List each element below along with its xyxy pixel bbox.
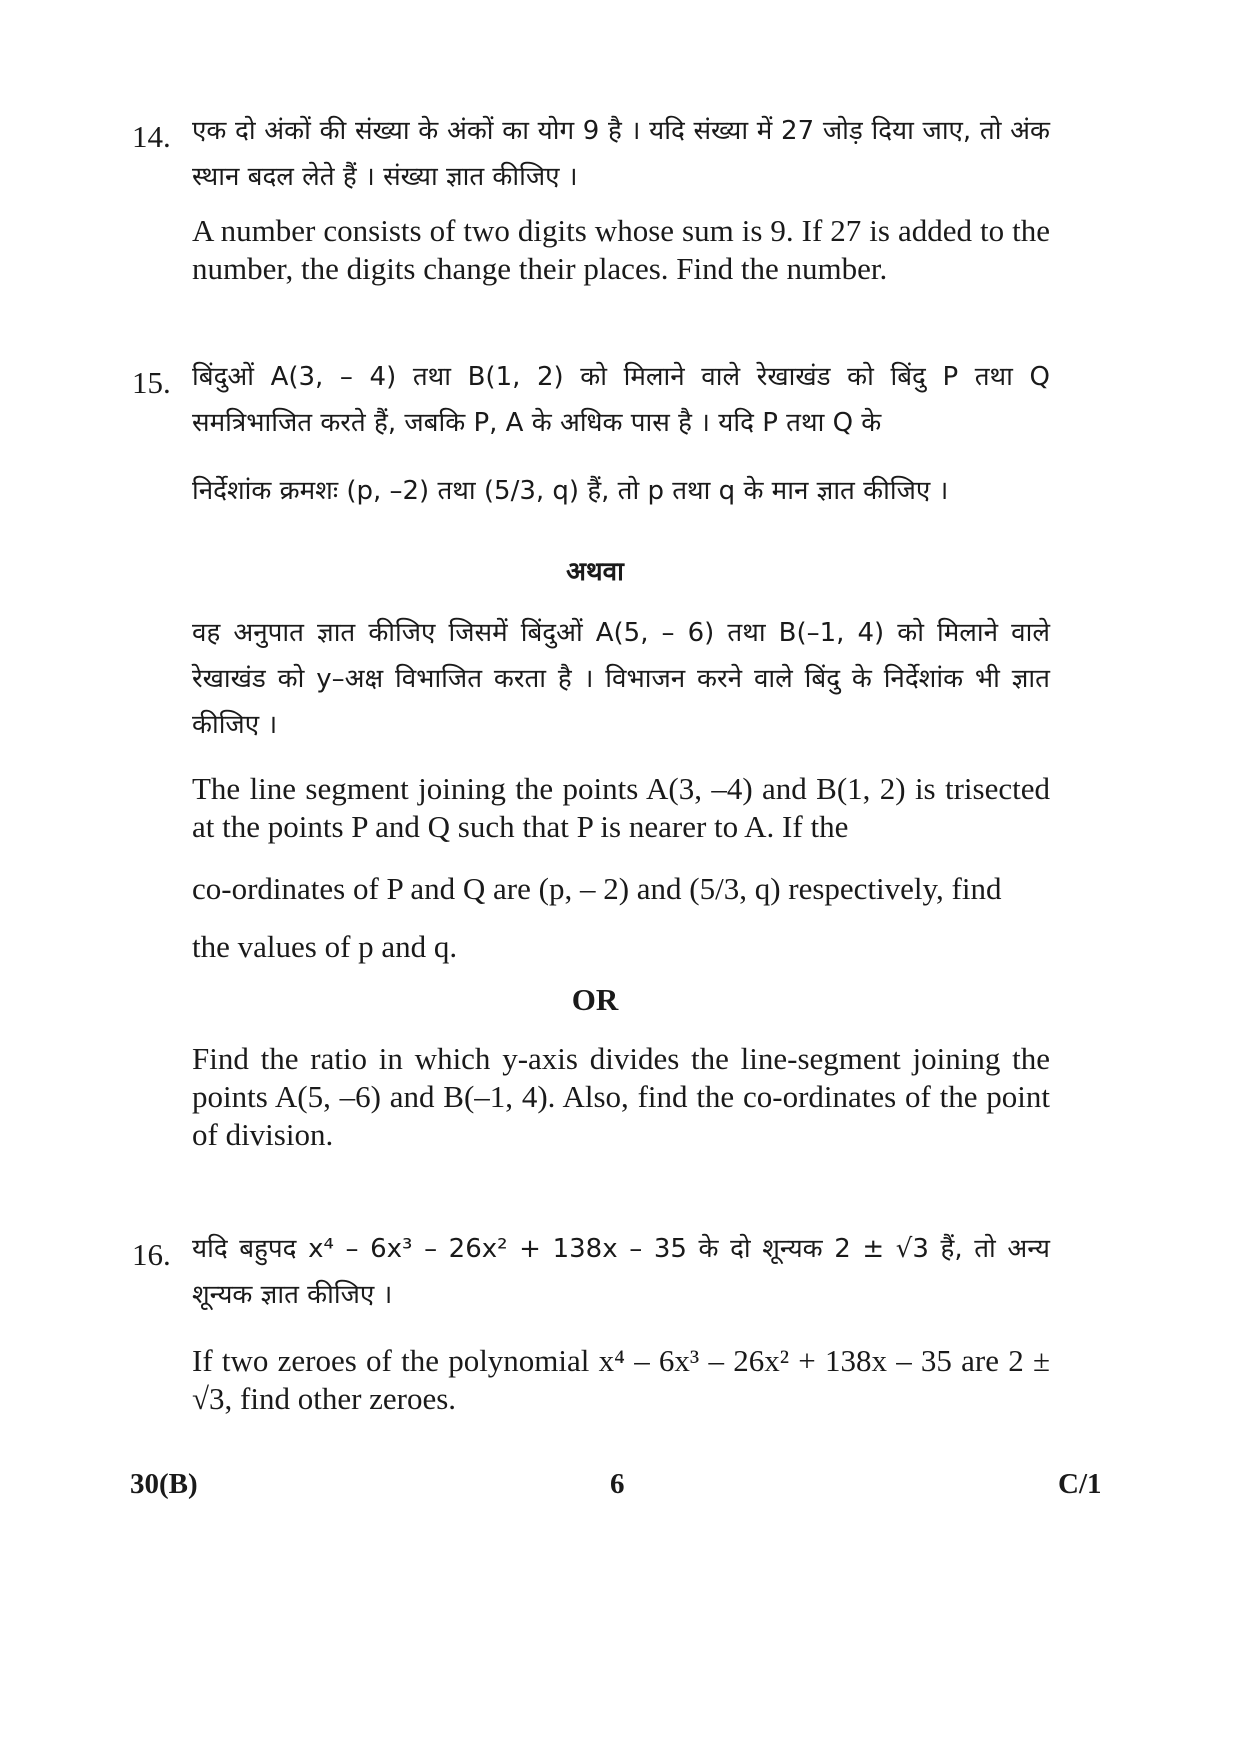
question-15-hindi-alternative: वह अनुपात ज्ञात कीजिए जिसमें बिंदुओं A(5, – 6) तथा B(–1, 4) को मिलाने वाले रेखाखंड को y–अक्ष विभाजित करता है । विभाजन करने वाले बिंदु के निर्देशांक भी ज्ञात कीजिए । — [192, 618, 1050, 740]
question-15-english-line3: the values of p and q. — [192, 929, 458, 964]
question-14-number: 14. — [132, 119, 171, 154]
question-15-english-line1: The line segment joining the points A(3, –4) and B(1, 2) is trisected at the points P and Q such that P is nearer to A. If the — [192, 771, 1050, 844]
question-14-hindi: एक दो अंकों की संख्या के अंकों का योग 9 है । यदि संख्या में 27 जोड़ दिया जाए, तो अंक स्थान बदल लेते हैं । संख्या ज्ञात कीजिए । — [192, 116, 1050, 192]
question-15-hindi-line1: बिंदुओं A(3, – 4) तथा B(1, 2) को मिलाने वाले रेखाखंड को बिंदु P तथा Q समत्रिभाजित करते हैं, जबकि P, A के अधिक पास है । यदि P तथा Q के — [192, 362, 1050, 438]
question-16-english: If two zeroes of the polynomial x⁴ – 6x³ – 26x² + 138x – 35 are 2 ± √3, find other zeroes. — [192, 1343, 1050, 1416]
page-number: 6 — [610, 1468, 625, 1500]
or-hindi-heading: अथवा — [566, 557, 624, 587]
question-14-english: A number consists of two digits whose sum is 9. If 27 is added to the number, the digits change their places. Find the number. — [192, 213, 1050, 286]
paper-code: 30(B) — [130, 1468, 198, 1500]
question-15-english-alternative: Find the ratio in which y-axis divides the line-segment joining the points A(5, –6) and B(–1, 4). Also, find the co-ordinates of the point of division. — [192, 1041, 1050, 1152]
question-16-hindi: यदि बहुपद x⁴ – 6x³ – 26x² + 138x – 35 के दो शून्यक 2 ± √3 हैं, तो अन्य शून्यक ज्ञात कीजिए । — [192, 1234, 1050, 1310]
question-15-number: 15. — [132, 365, 171, 400]
or-english-heading: OR — [571, 982, 619, 1017]
question-15-english-line2: co-ordinates of P and Q are (p, – 2) and (5/3, q) respectively, find — [192, 871, 1002, 906]
question-16-number: 16. — [132, 1237, 171, 1272]
question-15-hindi-line2: निर्देशांक क्रमशः (p, –2) तथा (5/3, q) हैं, तो p तथा q के मान ज्ञात कीजिए । — [192, 476, 949, 506]
set-code: C/1 — [1058, 1468, 1102, 1500]
